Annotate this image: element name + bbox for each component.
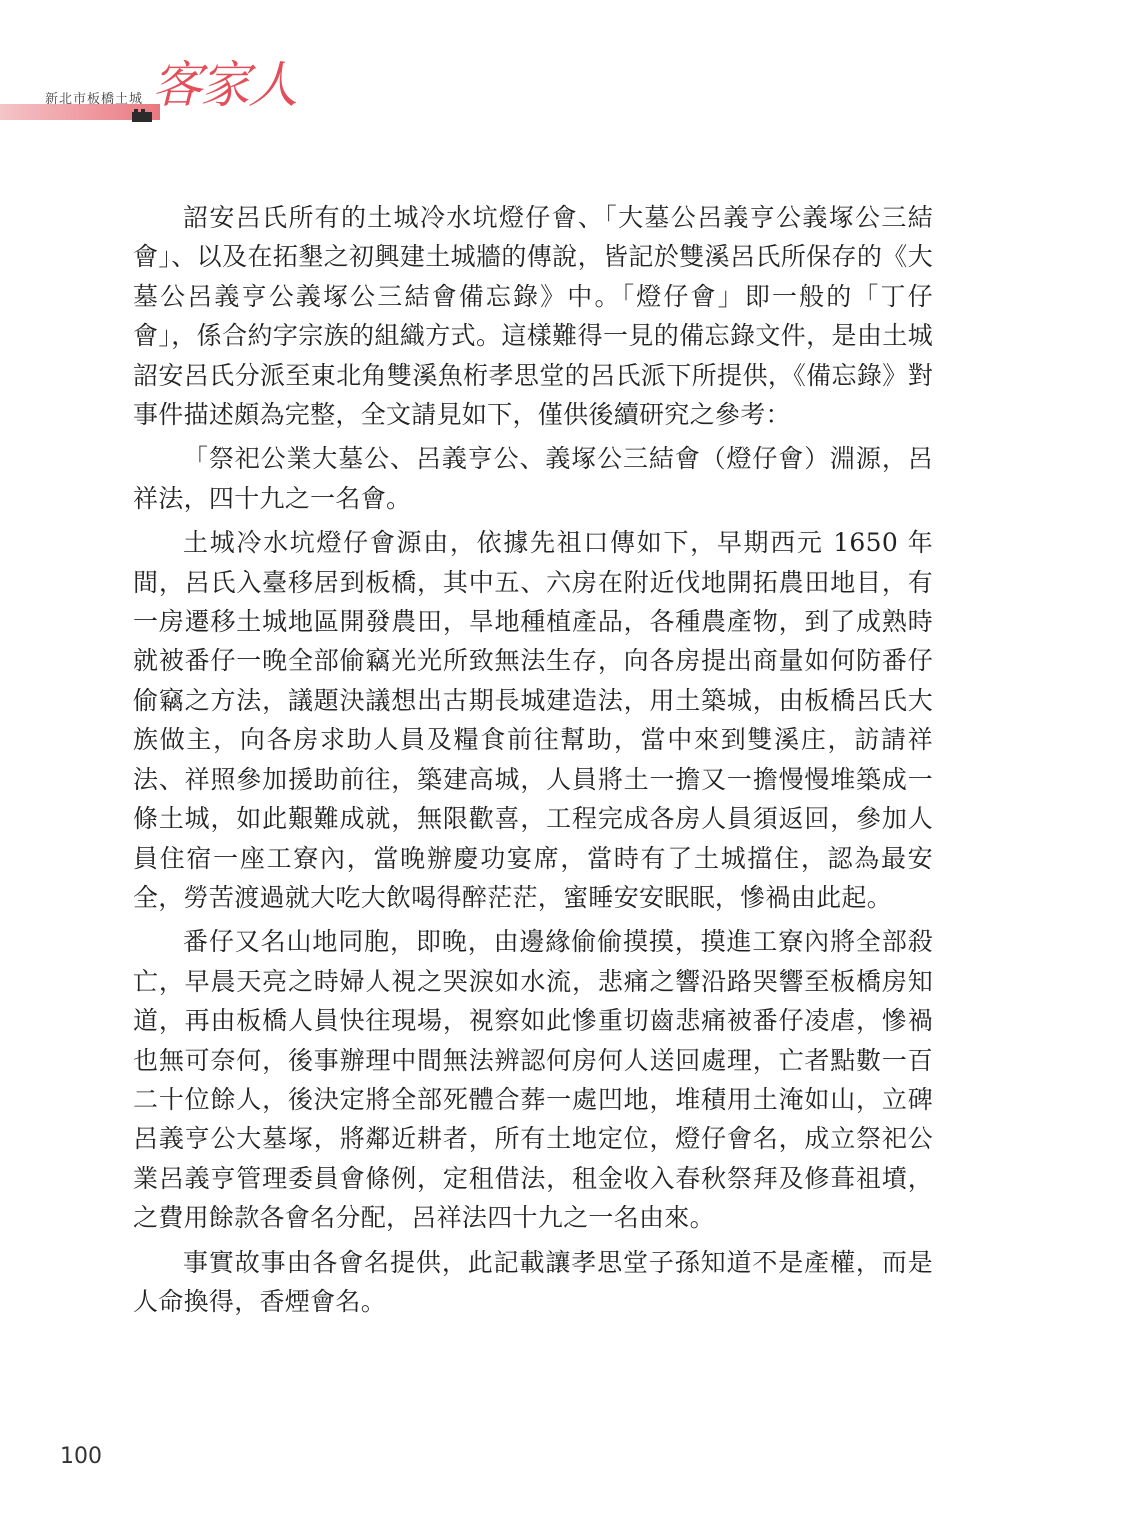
paragraph-massacre: 番仔又名山地同胞，即晚，由邊緣偷偷摸摸，摸進工寮內將全部殺亡，早晨天亮之時婦人視之哭淚如水流，悲痛之響沿路哭響至板橋房知道，再由板橋人員快往現場，視察如此慘重切齒悲痛被番仔凌虐，慘禍也無可奈何，後事辦理中間無法辨認何房何人送回處理，亡者點數一百二十位餘人，後決定將全部死體合葬一處凹地，堆積用土淹如山，立碑呂義亨公大墓塚，將鄰近耕者，所有土地定位，燈仔會名，成立祭祀公業呂義亨管理委員會條例，定租借法，租金收入春秋祭拜及修葺祖墳，之費用餘款各會名分配，呂祥法四十九之一名由來。 — [133, 927, 933, 1233]
header-logo-mark — [132, 109, 154, 123]
paragraph-origin-story: 土城冷水坑燈仔會源由，依據先祖口傳如下，早期西元 1650 年間，呂氏入臺移居到板橋，其中五、六房在附近伐地開拓農田地目，有一房遷移土城地區開發農田，旱地種植產品，各種農產物，到了成熟時就被番仔一晚全部偷竊光光所致無法生存，向各房提出商量如何防番仔偷竊之方法，議題決議想出古期長城建造法，用土築城，由板橋呂氏大族做主，向各房求助人員及糧食前往幫助，當中來到雙溪庄，訪請祥法、祥照參加援助前往，築建高城，人員將土一擔又一擔慢慢堆築成一條土城，如此艱難成就，無限歡喜，工程完成各房人員須返回，參加人員住宿一座工寮內，當晚辦慶功宴席，當時有了土城擋住，認為最安全，勞苦渡過就大吃大飲喝得醉茫茫，蜜睡安安眠眠，慘禍由此起。 — [133, 528, 933, 912]
paragraph-quote-heading: 「祭祀公業大墓公、呂義亨公、義塚公三結會（燈仔會）淵源，呂祥法，四十九之一名會。 — [133, 444, 933, 513]
paragraph-intro: 詔安呂氏所有的土城冷水坑燈仔會、「大墓公呂義亨公義塚公三結會」、以及在拓墾之初興建土城牆的傳說，皆記於雙溪呂氏所保存的《大墓公呂義亨公義塚公三結會備忘錄》中。「燈仔會」即一般的「丁仔會」，係合約字宗族的組織方式。這樣難得一見的備忘錄文件，是由土城詔安呂氏分派至東北角雙溪魚桁孝思堂的呂氏派下所提供，《備忘錄》對事件描述頗為完整，全文請見如下，僅供後續研究之參考： — [133, 203, 933, 430]
paragraph-conclusion: 事實故事由各會名提供，此記載讓孝思堂子孫知道不是產權，而是人命換得，香煙會名。 — [133, 1247, 933, 1316]
main-text — [133, 198, 933, 1326]
header-subtitle: 新北市板橋土城 — [45, 92, 144, 107]
header-title: 客家人 — [152, 56, 296, 114]
page-number: 100 — [60, 1444, 102, 1469]
